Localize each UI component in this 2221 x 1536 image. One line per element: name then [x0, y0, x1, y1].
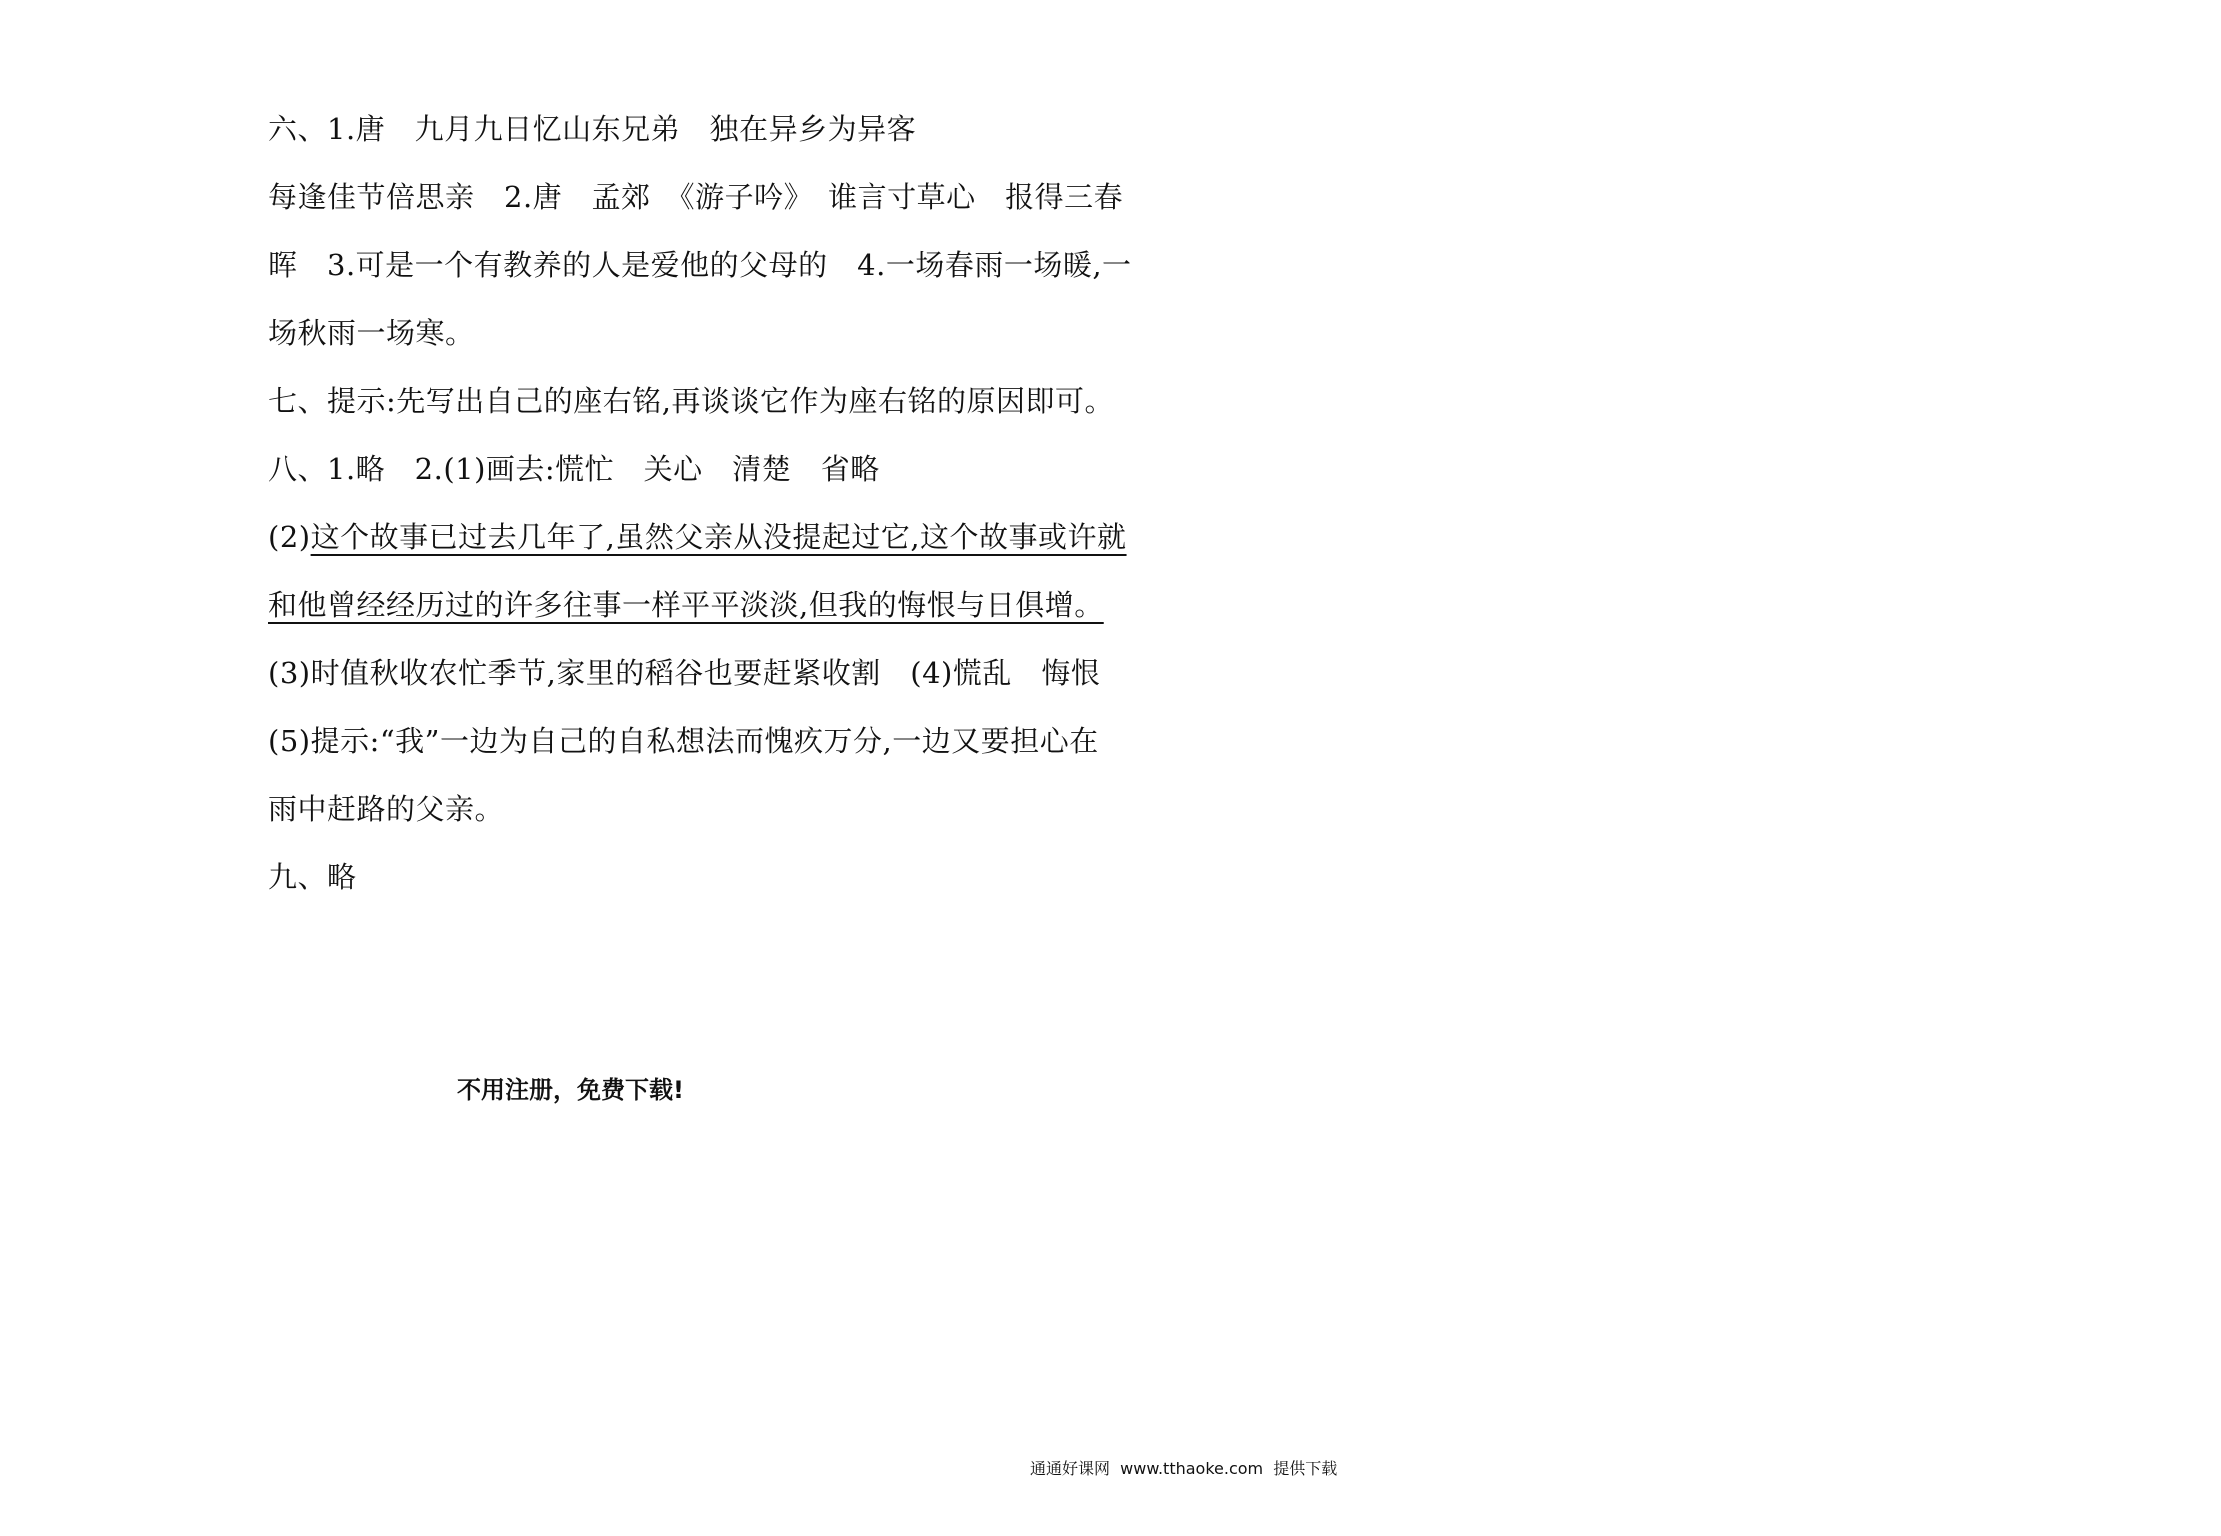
answer-line-8-3 [268, 571, 1168, 639]
underlined-sentence-part-1: 这个故事已过去几年了,虽然父亲从没提起过它,这个故事或许就 [310, 520, 1127, 554]
answer-line-6-1: 六、1.唐 九月九日忆山东兄弟 独在异乡为异客 [268, 112, 917, 146]
underlined-sentence-part-2: 和他曾经经历过的许多往事一样平平淡淡,但我的悔恨与日俱增。 [268, 588, 1104, 622]
answer-section [268, 95, 1168, 911]
answer-line-8-5: (5)提示:“我”一边为自己的自私想法而愧疚万分,一边又要担心在 [268, 724, 1099, 758]
answer-line-6-4: 场秋雨一场寒。 [268, 316, 475, 350]
answer-line-6-3: 晖 3.可是一个有教养的人是爱他的父母的 4.一场春雨一场暖,一 [268, 248, 1132, 282]
item-number-2: (2) [268, 520, 311, 554]
answer-line-6-2: 每逢佳节倍思亲 2.唐 孟郊 《游子吟》 谁言寸草心 报得三春 [268, 180, 1124, 214]
answer-line-9: 九、略 [268, 860, 357, 894]
answer-line-8-4: (3)时值秋收农忙季节,家里的稻谷也要赶紧收割 (4)慌乱 悔恨 [268, 656, 1101, 690]
answer-line-8-1: 八、1.略 2.(1)画去:慌忙 关心 清楚 省略 [268, 452, 880, 486]
footer-credit: 通通好课网 www.tthaoke.com 提供下载 [1030, 1459, 1338, 1478]
answer-line-7: 七、提示:先写出自己的座右铭,再谈谈它作为座右铭的原因即可。 [268, 384, 1114, 418]
answer-line-8-6: 雨中赶路的父亲。 [268, 792, 505, 826]
answer-line-8-2 [268, 503, 1168, 571]
promo-text: 不用注册，免费下载! [457, 1076, 684, 1104]
